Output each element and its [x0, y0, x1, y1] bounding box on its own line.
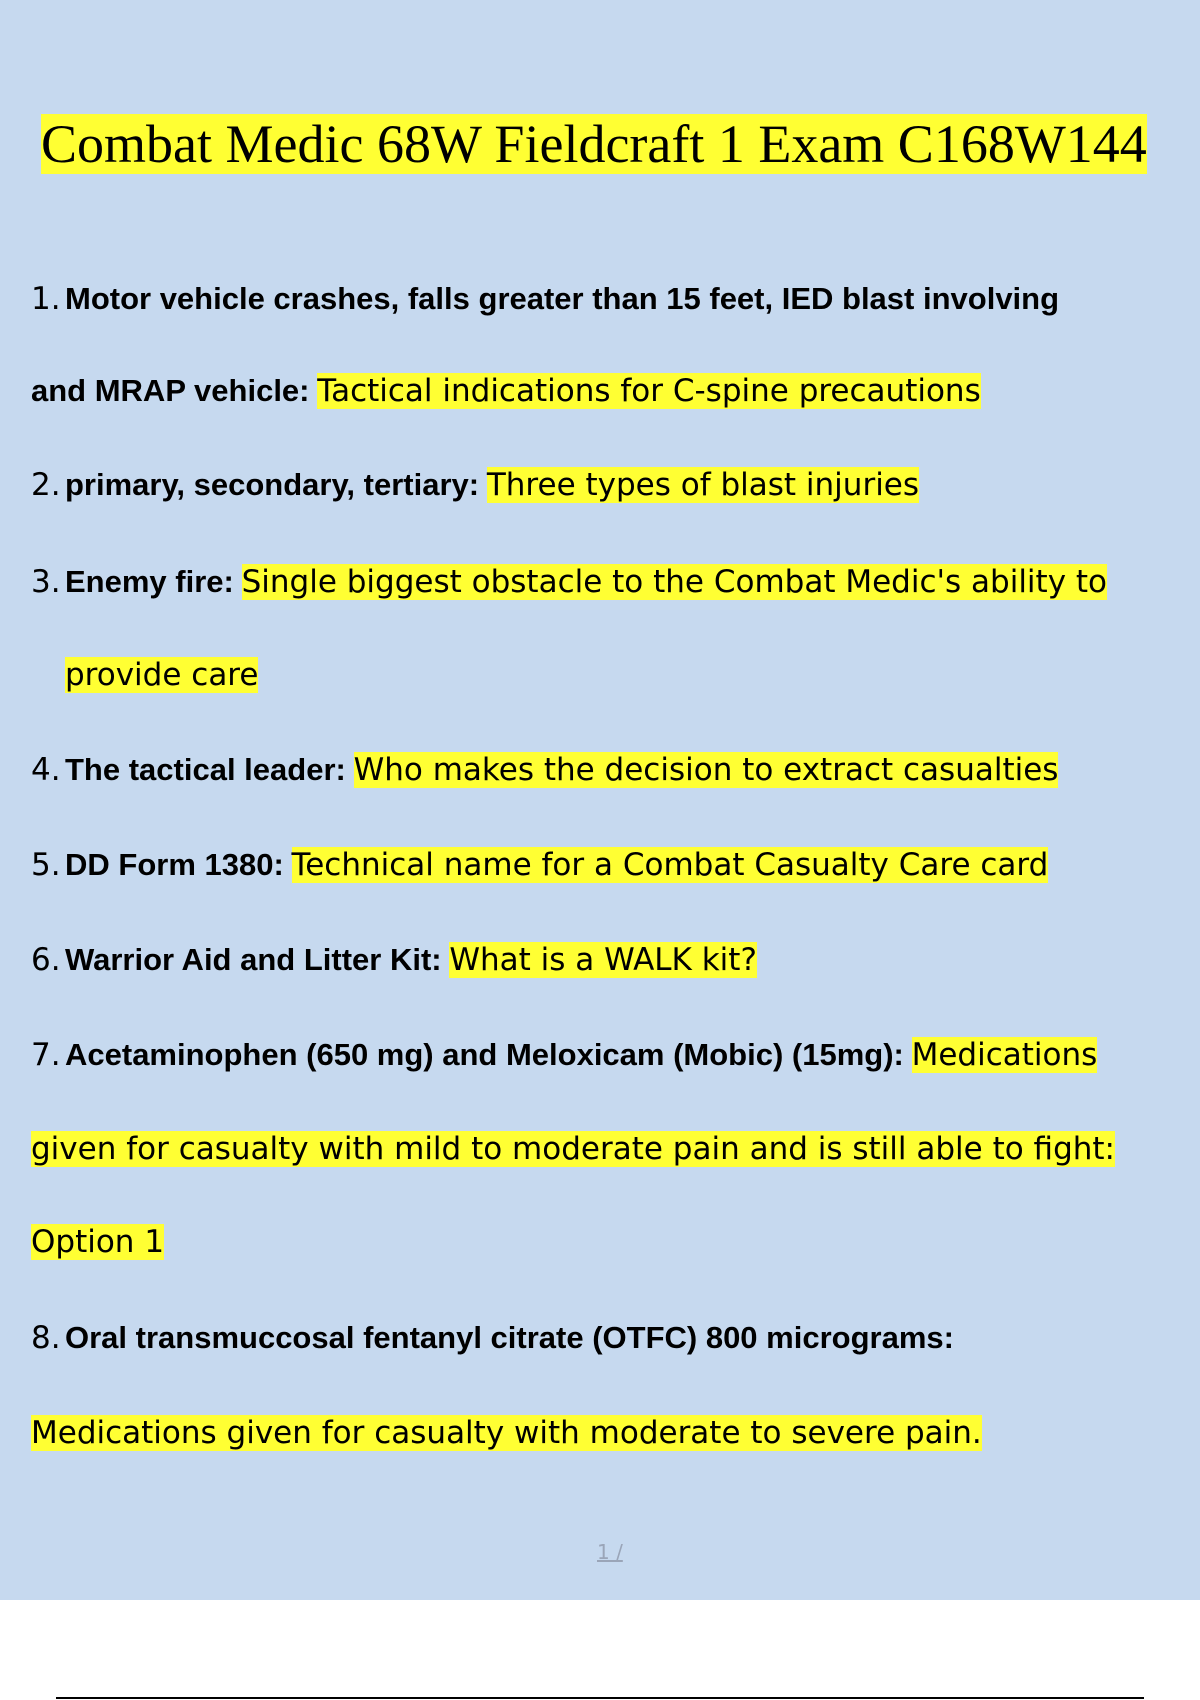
- item-definition: Tactical indications for C-spine precautions: [317, 373, 981, 409]
- item-definition-continuation: provide care: [65, 657, 259, 693]
- list-item: [31, 747, 1058, 793]
- document-title: Combat Medic 68W Fieldcraft 1 Exam C168W144: [41, 114, 1147, 174]
- item-number: 5.: [31, 847, 61, 883]
- list-item: [31, 937, 757, 983]
- item-definition: What is a WALK kit?: [449, 942, 757, 978]
- list-item-continuation: [31, 1219, 164, 1265]
- item-term: primary, secondary, tertiary:: [65, 467, 480, 502]
- item-number: 6.: [31, 942, 61, 978]
- item-definition: Medications: [911, 1037, 1098, 1073]
- item-term: Oral transmuccosal fentanyl citrate (OTFC) 800 micrograms:: [65, 1320, 954, 1355]
- item-number: 8.: [31, 1320, 61, 1356]
- item-number: 1.: [31, 281, 61, 317]
- list-item-continuation: [31, 1410, 982, 1456]
- list-item: [31, 842, 1048, 888]
- item-term: Motor vehicle crashes, falls greater than 15 feet, IED blast involving: [65, 281, 1060, 316]
- item-term: Warrior Aid and Litter Kit:: [65, 942, 442, 977]
- item-definition: Who makes the decision to extract casualties: [353, 752, 1059, 788]
- list-item: [31, 1315, 954, 1361]
- item-definition: Single biggest obstacle to the Combat Medic's ability to: [241, 564, 1108, 600]
- item-term: The tactical leader:: [65, 752, 346, 787]
- list-item-continuation: [65, 652, 258, 698]
- list-item-continuation: [31, 368, 981, 414]
- item-term-continuation: and MRAP vehicle:: [31, 373, 310, 408]
- item-definition-continuation: Option 1: [31, 1224, 165, 1260]
- item-definition-continuation: given for casualty with mild to moderate pain and is still able to fight:: [31, 1131, 1116, 1167]
- list-item: [31, 1032, 1097, 1078]
- item-term: DD Form 1380:: [65, 847, 284, 882]
- item-definition: Technical name for a Combat Casualty Care card: [291, 847, 1049, 883]
- item-term: Enemy fire:: [65, 564, 234, 599]
- item-number: 4.: [31, 752, 61, 788]
- footer-divider: [56, 1697, 1144, 1699]
- list-item: [31, 276, 1059, 322]
- list-item-continuation: [31, 1126, 1115, 1172]
- item-number: 7.: [31, 1037, 61, 1073]
- page-number: 1 /: [597, 1540, 623, 1564]
- item-definition: Three types of blast injuries: [486, 467, 920, 503]
- item-definition: Medications given for casualty with moderate to severe pain.: [31, 1415, 982, 1451]
- list-item: [31, 559, 1107, 605]
- item-number: 3.: [31, 564, 61, 600]
- list-item: [31, 462, 919, 508]
- item-number: 2.: [31, 467, 61, 503]
- item-term: Acetaminophen (650 mg) and Meloxicam (Mobic) (15mg):: [65, 1037, 904, 1072]
